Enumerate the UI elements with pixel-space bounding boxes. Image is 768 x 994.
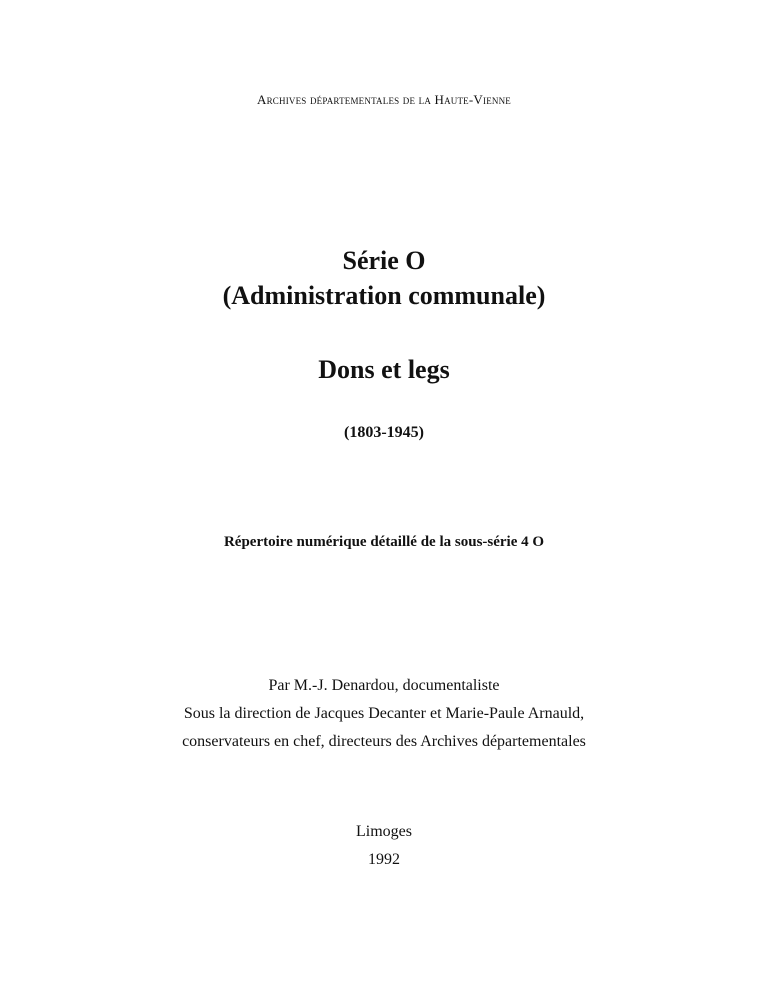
repertoire-description: Répertoire numérique détaillé de la sous-série 4 O bbox=[223, 534, 545, 550]
credits-block bbox=[0, 672, 768, 756]
subtitle-dons-legs: Dons et legs bbox=[318, 355, 450, 384]
credits-direction: Sous la direction de Jacques Decanter et Marie-Paule Arnauld, bbox=[183, 705, 585, 722]
publication-block bbox=[0, 818, 768, 874]
title-administration: (Administration communale) bbox=[222, 281, 546, 310]
credits-role: conservateurs en chef, directeurs des Archives départementales bbox=[182, 733, 586, 750]
title-series: Série O bbox=[342, 246, 426, 275]
date-range: (1803-1945) bbox=[344, 424, 424, 441]
publication-place: Limoges bbox=[356, 823, 412, 840]
institution-header: Archives départementales de la Haute-Vienne bbox=[257, 92, 511, 107]
credits-author: Par M.-J. Denardou, documentaliste bbox=[268, 677, 500, 694]
publication-year: 1992 bbox=[368, 851, 400, 868]
